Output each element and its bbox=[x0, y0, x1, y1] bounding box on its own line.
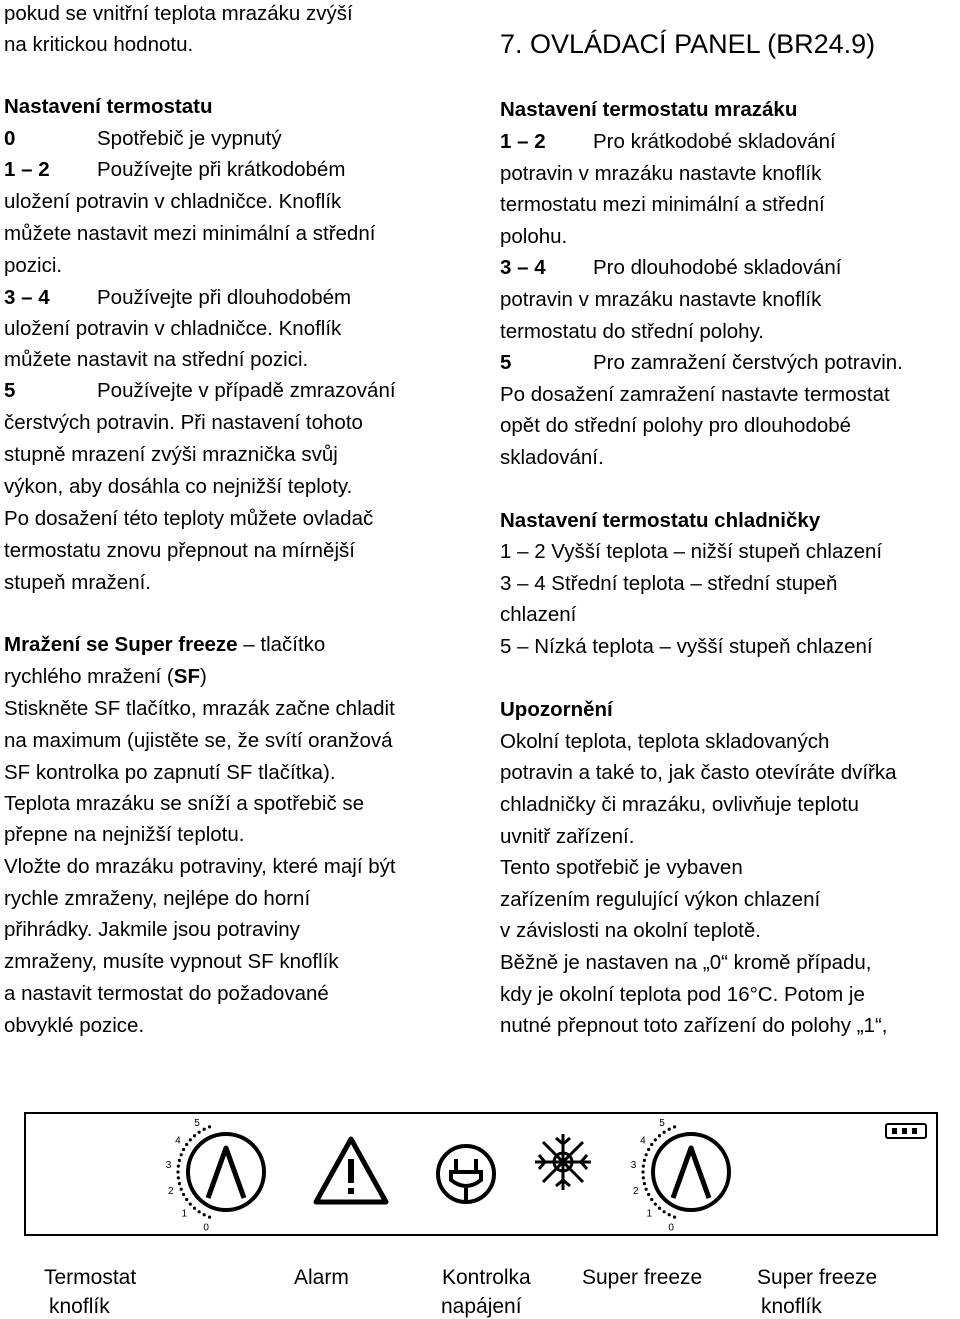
caption-thermostat-line1: Termostat bbox=[44, 1266, 137, 1289]
dial-dot bbox=[185, 1198, 188, 1201]
dial-dot bbox=[193, 1207, 196, 1210]
caption-power-line1: Kontrolka bbox=[442, 1266, 531, 1289]
paragraph-line: uložení potravin v chladničce. Knoflík bbox=[4, 317, 342, 340]
paragraph-line: obvyklé pozice. bbox=[4, 1014, 145, 1037]
dial-dot bbox=[645, 1188, 648, 1191]
paragraph-line: Po dosažení této teploty můžete ovladač bbox=[4, 507, 374, 530]
paragraph-line: rychle zmraženy, nejlépe do horní bbox=[4, 887, 311, 910]
dial-digit: 2 bbox=[633, 1185, 639, 1197]
intro-line-1: pokud se vnitřní teplota mrazáku zvýší bbox=[4, 2, 353, 25]
paragraph-line: skladování. bbox=[500, 446, 604, 469]
item-num: 3 – 4 bbox=[500, 256, 546, 279]
paragraph-line: 1 – 2 Vyšší teplota – nižší stupeň chlazení bbox=[500, 540, 883, 563]
item-num: 0 bbox=[4, 127, 16, 150]
dial-dot bbox=[193, 1134, 196, 1137]
paragraph-line: Tento spotřebič je vybaven bbox=[500, 856, 743, 879]
dial-digit: 2 bbox=[168, 1185, 174, 1197]
dial-dot bbox=[668, 1213, 671, 1216]
dial-dot bbox=[185, 1143, 188, 1146]
paragraph-line: stupně mrazení zvýši mraznička svůj bbox=[4, 443, 338, 466]
dial-dot bbox=[643, 1182, 646, 1185]
paragraph-line: můžete nastavit mezi minimální a střední bbox=[4, 222, 376, 245]
caption-thermostat-line2: knoflík bbox=[49, 1295, 110, 1318]
paragraph-line: a nastavit termostat do požadované bbox=[4, 982, 329, 1005]
dial-digit: 3 bbox=[165, 1159, 172, 1171]
paragraph-line: Stiskněte SF tlačítko, mrazák začne chladit bbox=[4, 697, 395, 720]
item-text: Spotřebič je vypnutý bbox=[97, 127, 282, 150]
dial-digit: 3 bbox=[630, 1159, 637, 1171]
paragraph-line: termostatu do střední polohy. bbox=[500, 320, 764, 343]
paragraph-line: chlazení bbox=[500, 603, 577, 626]
item-num: 1 – 2 bbox=[500, 130, 546, 153]
dial-dot bbox=[177, 1165, 180, 1168]
power-indicator-icon bbox=[438, 1146, 494, 1202]
caption-alarm: Alarm bbox=[294, 1266, 349, 1289]
paragraph-line: čerstvých potravin. Při nastavení tohoto bbox=[4, 411, 363, 434]
paragraph-line: můžete nastavit na střední pozici. bbox=[4, 348, 309, 371]
dial-dot bbox=[176, 1170, 179, 1173]
paragraph-line: uvnitř zařízení. bbox=[500, 825, 635, 848]
paragraph-line: stupeň mražení. bbox=[4, 571, 151, 594]
paragraph-line: termostatu mezi minimální a střední bbox=[500, 193, 825, 216]
paragraph-line: přihrádky. Jakmile jsou potraviny bbox=[4, 918, 300, 941]
dial-dot bbox=[641, 1170, 644, 1173]
dial-digit: 5 bbox=[659, 1117, 665, 1129]
dial-dot bbox=[658, 1207, 661, 1210]
control-panel-illustration bbox=[24, 1112, 938, 1236]
paragraph-line: potravin v mrazáku nastavte knoflík bbox=[500, 162, 822, 185]
paragraph-line: Po dosažení zamražení nastavte termostat bbox=[500, 383, 890, 406]
dial-dot bbox=[650, 1143, 653, 1146]
paragraph-line: kdy je okolní teplota pod 16°C. Potom je bbox=[500, 983, 865, 1006]
paragraph-line: termostatu znovu přepnout na mírnější bbox=[4, 539, 355, 562]
section-title: 7. OVLÁDACÍ PANEL (BR24.9) bbox=[500, 29, 876, 59]
dial-digit: 1 bbox=[646, 1208, 653, 1220]
dial-dot bbox=[208, 1125, 211, 1128]
super-freeze-subheading: rychlého mražení (SF) bbox=[4, 665, 207, 688]
fridge-thermostat-heading: Nastavení termostatu chladničky bbox=[500, 509, 821, 532]
paragraph-line: chladničky či mrazáku, ovlivňuje teplotu bbox=[500, 793, 859, 816]
caption-super-freeze-knob-line1: Super freeze bbox=[757, 1266, 878, 1289]
dial-digit: 0 bbox=[668, 1222, 674, 1234]
dial-dot bbox=[643, 1159, 646, 1162]
dial-dot bbox=[647, 1148, 650, 1151]
intro-line-2: na kritickou hodnotu. bbox=[4, 33, 194, 56]
paragraph-line: polohu. bbox=[500, 225, 568, 248]
paragraph-line: Vložte do mrazáku potraviny, které mají být bbox=[4, 855, 396, 878]
paragraph-line: pozici. bbox=[4, 254, 63, 277]
dial-dot bbox=[189, 1138, 192, 1141]
dial-digit: 5 bbox=[194, 1117, 200, 1129]
paragraph-line: 3 – 4 Střední teplota – střední stupeň bbox=[500, 572, 838, 595]
item-num: 3 – 4 bbox=[4, 286, 50, 309]
dial-dot bbox=[182, 1193, 185, 1196]
dial-dot bbox=[189, 1203, 192, 1206]
dial-dot bbox=[198, 1210, 201, 1213]
control-panel-drawing bbox=[26, 1114, 936, 1234]
dial-dot bbox=[178, 1159, 181, 1162]
snowflake-icon bbox=[535, 1134, 591, 1190]
dial-dot bbox=[642, 1176, 645, 1179]
item-text: Pro zamražení čerstvých potravin. bbox=[593, 351, 903, 374]
paragraph-line: Teplota mrazáku se sníží a spotřebič se bbox=[4, 792, 365, 815]
item-num: 5 bbox=[500, 351, 512, 374]
paragraph-line: na maximum (ujistěte se, že svítí oranžová bbox=[4, 729, 393, 752]
dial-dot bbox=[663, 1131, 666, 1134]
paragraph-line: Běžně je nastaven na „0“ kromě případu, bbox=[500, 951, 872, 974]
item-text: Pro dlouhodobé skladování bbox=[593, 256, 842, 279]
paragraph-line: uložení potravin v chladničce. Knoflík bbox=[4, 190, 342, 213]
dial-dot bbox=[177, 1176, 180, 1179]
paragraph-line: nutné přepnout toto zařízení do polohy „1“, bbox=[500, 1014, 888, 1037]
paragraph-line: opět do střední polohy pro dlouhodobé bbox=[500, 414, 852, 437]
thermostat-heading: Nastavení termostatu bbox=[4, 95, 213, 118]
paragraph-line: zmraženy, musíte vypnout SF knoflík bbox=[4, 950, 339, 973]
dial-dot bbox=[182, 1148, 185, 1151]
dial-dot bbox=[647, 1193, 650, 1196]
item-text: Pro krátkodobé skladování bbox=[593, 130, 836, 153]
dial-dot bbox=[180, 1188, 183, 1191]
item-text: Používejte při dlouhodobém bbox=[97, 286, 352, 309]
dial-dot bbox=[642, 1165, 645, 1168]
paragraph-line: výkon, aby dosáhla co nejnižší teploty. bbox=[4, 475, 353, 498]
paragraph-line: potravin v mrazáku nastavte knoflík bbox=[500, 288, 822, 311]
indicator-lights-icon bbox=[886, 1124, 926, 1138]
paragraph-line: potravin a také to, jak často otevíráte dvířka bbox=[500, 761, 897, 784]
dial-dot bbox=[198, 1131, 201, 1134]
dial-dot bbox=[668, 1128, 671, 1131]
item-num: 1 – 2 bbox=[4, 158, 50, 181]
caption-super-freeze-knob-line2: knoflík bbox=[761, 1295, 822, 1318]
dial-dot bbox=[645, 1153, 648, 1156]
dial-dot bbox=[208, 1216, 211, 1219]
dial-dot bbox=[654, 1203, 657, 1206]
dial-dot bbox=[658, 1134, 661, 1137]
dial-dot bbox=[203, 1128, 206, 1131]
dial-dot bbox=[663, 1210, 666, 1213]
paragraph-line: přepne na nejnižší teplotu. bbox=[4, 823, 245, 846]
caption-super-freeze: Super freeze bbox=[582, 1266, 703, 1289]
item-text: Používejte v případě zmrazování bbox=[97, 379, 396, 402]
paragraph-line: v závislosti na okolní teplotě. bbox=[500, 919, 761, 942]
dial-dot bbox=[654, 1138, 657, 1141]
dial-digit: 4 bbox=[640, 1135, 646, 1147]
warning-heading: Upozornění bbox=[500, 698, 613, 721]
dial-dot bbox=[673, 1216, 676, 1219]
paragraph-line: 5 – Nízká teplota – vyšší stupeň chlazení bbox=[500, 635, 873, 658]
dial-dot bbox=[178, 1182, 181, 1185]
paragraph-line: SF kontrolka po zapnutí SF tlačítka). bbox=[4, 761, 336, 784]
paragraph-line: Okolní teplota, teplota skladovaných bbox=[500, 730, 830, 753]
dial-digit: 1 bbox=[181, 1208, 188, 1220]
dial-digit: 0 bbox=[203, 1222, 209, 1234]
freezer-thermostat-heading: Nastavení termostatu mrazáku bbox=[500, 98, 798, 121]
thermostat-knob-icon bbox=[166, 1118, 264, 1234]
caption-power-line2: napájení bbox=[441, 1295, 522, 1318]
dial-digit: 4 bbox=[175, 1135, 181, 1147]
dial-dot bbox=[180, 1153, 183, 1156]
super-freeze-heading: Mražení se Super freeze – tlačítko bbox=[4, 633, 326, 656]
dial-dot bbox=[650, 1198, 653, 1201]
dial-dot bbox=[203, 1213, 206, 1216]
item-text: Používejte při krátkodobém bbox=[97, 158, 346, 181]
alarm-warning-icon bbox=[316, 1139, 386, 1202]
dial-dot bbox=[673, 1125, 676, 1128]
super-freeze-knob-icon bbox=[631, 1118, 729, 1234]
item-num: 5 bbox=[4, 379, 16, 402]
paragraph-line: zařízením regulující výkon chlazení bbox=[500, 888, 821, 911]
